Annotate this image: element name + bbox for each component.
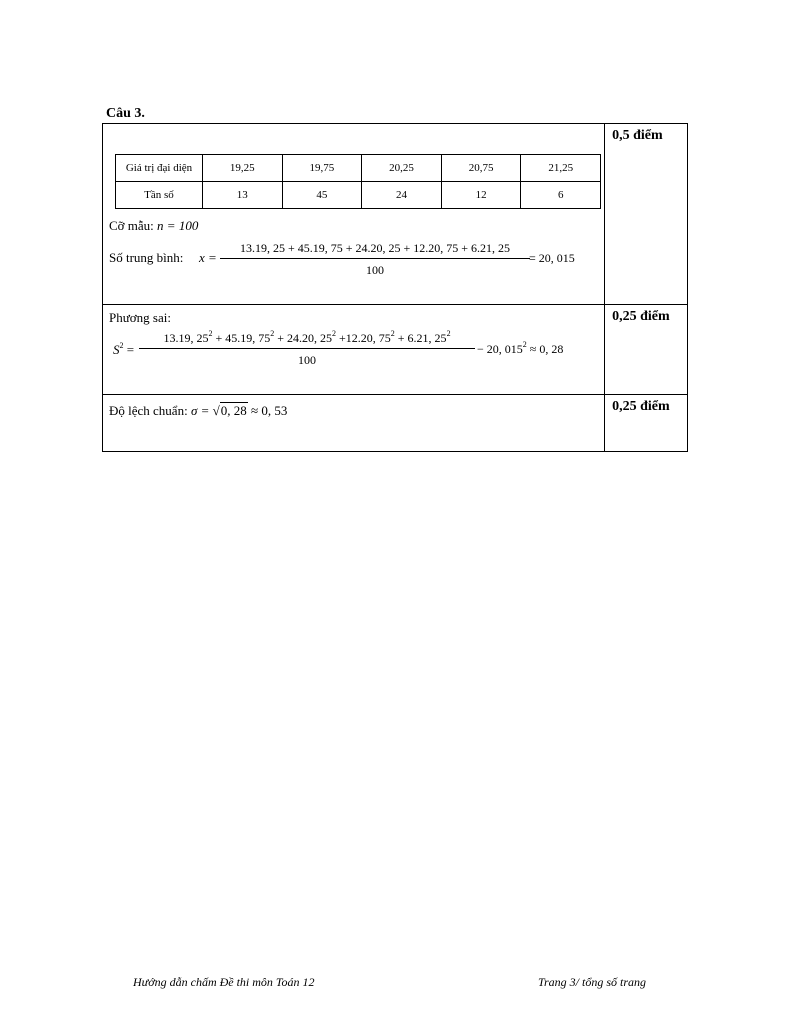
- variance-symbol: S: [113, 342, 120, 357]
- variance-lhs: [113, 342, 134, 358]
- frequency-cell: 45: [282, 182, 362, 209]
- sample-size-label: Cỡ mẫu:: [109, 218, 154, 233]
- answer-table: [102, 123, 688, 452]
- value-cell: 19,25: [203, 155, 283, 182]
- frequency-table-freq-row: [116, 182, 601, 209]
- variance-term-exp: 2: [270, 329, 275, 338]
- stddev-sigma: σ =: [190, 403, 210, 418]
- answer-row-stddev: [103, 395, 688, 452]
- variance-term-exp: 2: [446, 329, 451, 338]
- score-mean: 0,5 điểm: [605, 124, 688, 305]
- radical-sign: √: [212, 403, 220, 418]
- variance-denominator: 100: [298, 353, 316, 367]
- answer-row-variance: [103, 305, 688, 395]
- variance-term-exp: 2: [390, 329, 395, 338]
- mean-fraction: [220, 241, 530, 278]
- stddev-result: ≈ 0, 53: [251, 403, 288, 418]
- mean-label: Số trung bình:: [109, 250, 184, 265]
- sample-size-expr: n = 100: [157, 218, 199, 233]
- variance-minus-exp: 2: [522, 340, 527, 349]
- mean-result: = 20, 015: [529, 251, 575, 265]
- variance-minus-term: − 20, 015: [477, 342, 523, 356]
- score-stddev: 0,25 điểm: [605, 395, 688, 452]
- sample-size-line: [109, 218, 198, 234]
- variance-symbol-exp: 2: [119, 341, 124, 350]
- variance-label: Phương sai:: [109, 310, 171, 325]
- variance-result: [477, 342, 563, 357]
- answer-row-mean: [103, 124, 688, 305]
- value-cell: 20,75: [441, 155, 521, 182]
- variance-term: +12.20, 75: [339, 331, 391, 345]
- mean-lhs: x =: [199, 250, 217, 265]
- frequency-table: [115, 154, 601, 209]
- variance-numerator: [139, 331, 475, 349]
- frequency-cell: 13: [203, 182, 283, 209]
- variance-approx: ≈ 0, 28: [529, 342, 564, 356]
- frequency-cell: 12: [441, 182, 521, 209]
- variance-term: + 24.20, 25: [277, 331, 332, 345]
- frequency-header: Tần số: [116, 182, 203, 209]
- value-cell: 20,25: [362, 155, 442, 182]
- question-heading: Câu 3.: [106, 106, 145, 121]
- variance-equals: =: [126, 342, 135, 357]
- stddev-content-cell: [103, 395, 605, 452]
- variance-term: + 45.19, 75: [215, 331, 271, 345]
- variance-term-exp: 2: [332, 329, 336, 338]
- variance-term: 13.19, 25: [163, 331, 209, 345]
- frequency-cell: 6: [521, 182, 601, 209]
- frequency-table-values-row: [116, 155, 601, 182]
- variance-term: + 6.21, 25: [397, 331, 447, 345]
- values-header: Giá trị đại diện: [116, 155, 203, 182]
- value-cell: 19,75: [282, 155, 362, 182]
- score-variance: 0,25 điểm: [605, 305, 688, 395]
- variance-fraction: [139, 331, 475, 368]
- stddev-label: Độ lệch chuẩn:: [109, 403, 188, 418]
- variance-content-cell: [103, 305, 605, 395]
- variance-term-exp: 2: [208, 329, 213, 338]
- mean-numerator: 13.19, 25 + 45.19, 75 + 24.20, 25 + 12.20, 75 + 6.21, 25: [220, 241, 530, 259]
- mean-content-cell: [103, 124, 605, 305]
- stddev-line: [109, 403, 287, 419]
- footer-right: Trang 3/ tổng số trang: [538, 975, 647, 989]
- frequency-cell: 24: [362, 182, 442, 209]
- radicand: 0, 28: [220, 403, 247, 418]
- mean-denominator: 100: [366, 263, 384, 277]
- footer-left: Hướng dẫn chấm Đề thi môn Toán 12: [133, 975, 315, 989]
- value-cell: 21,25: [521, 155, 601, 182]
